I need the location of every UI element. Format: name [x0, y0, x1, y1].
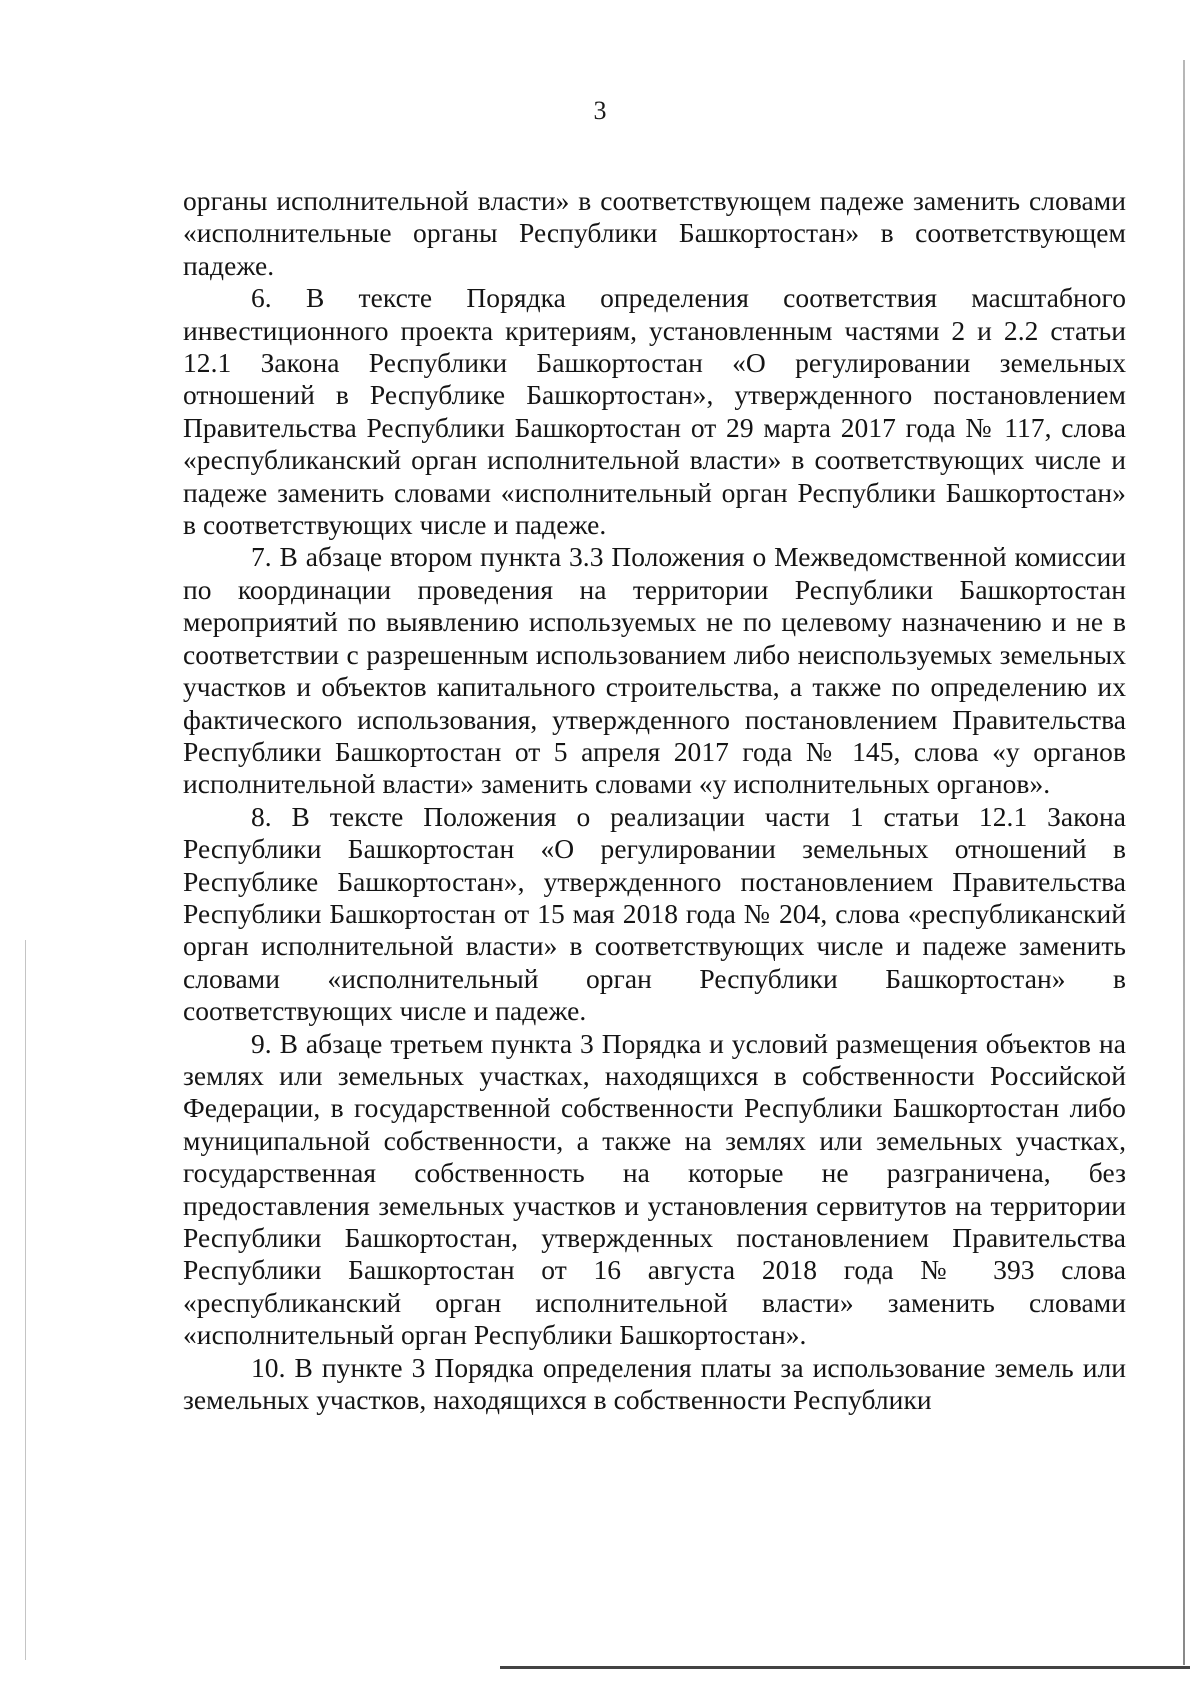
paragraph-item-8: 8. В тексте Положения о реализации части 1 статьи 12.1 Закона Республики Башкортостан «О регулировании земельных отношений в Республике Башкортостан», утвержденного постановлением Правительства Республики Башкортостан от 15 мая 2018 года № 204, слова «республиканский орган исполнительной власти» в соответствующих числе и падеже заменить словами «исполнительный орган Республики Башкортостан» в соответствующих числе и падеже. — [183, 800, 1126, 1027]
scan-edge-left — [25, 940, 26, 1660]
document-body — [183, 185, 1126, 1416]
paragraph-item-7: 7. В абзаце втором пункта 3.3 Положения о Межведомственной комиссии по координации проведения на территории Республики Башкортостан мероприятий по выявлению используемых не по целевому назначению и не в соответствии с разрешенным использованием либо неиспользуемых земельных участков и объектов капитального строительства, а также по определению их фактического использования, утвержденного постановлением Правительства Республики Башкортостан от 5 апреля 2017 года № 145, слова «у органов исполнительной власти» заменить словами «у исполнительных органов». — [183, 541, 1126, 800]
scan-edge-bottom — [500, 1666, 1190, 1669]
page-number: 3 — [593, 96, 607, 125]
scan-edge-right — [1183, 60, 1185, 1665]
paragraph-item-9: 9. В абзаце третьем пункта 3 Порядка и условий размещения объектов на землях или земельных участках, находящихся в собственности Российской Федерации, в государственной собственности Республики Башкортостан либо муниципальной собственности, а также на землях или земельных участках, государственная собственность на которые не разграничена, без предоставления земельных участков и установления сервитутов на территории Республики Башкортостан, утвержденных постановлением Правительства Республики Башкортостан от 16 августа 2018 года № 393 слова «республиканский орган исполнительной власти» заменить словами «исполнительный орган Республики Башкортостан». — [183, 1027, 1126, 1351]
paragraph-item-10: 10. В пункте 3 Порядка определения платы за использование земель или земельных участков, находящихся в собственности Республики — [183, 1351, 1126, 1416]
paragraph-continuation: органы исполнительной власти» в соответствующем падеже заменить словами «исполнительные органы Республики Башкортостан» в соответствующем падеже. — [183, 185, 1126, 281]
paragraph-item-6: 6. В тексте Порядка определения соответствия масштабного инвестиционного проекта критериям, установленным частями 2 и 2.2 статьи 12.1 Закона Республики Башкортостан «О регулировании земельных отношений в Республике Башкортостан», утвержденного постановлением Правительства Республики Башкортостан от 29 марта 2017 года № 117, слова «республиканский орган исполнительной власти» в соответствующих числе и падеже заменить словами «исполнительный орган Республики Башкортостан» в соответствующих числе и падеже. — [183, 282, 1126, 541]
